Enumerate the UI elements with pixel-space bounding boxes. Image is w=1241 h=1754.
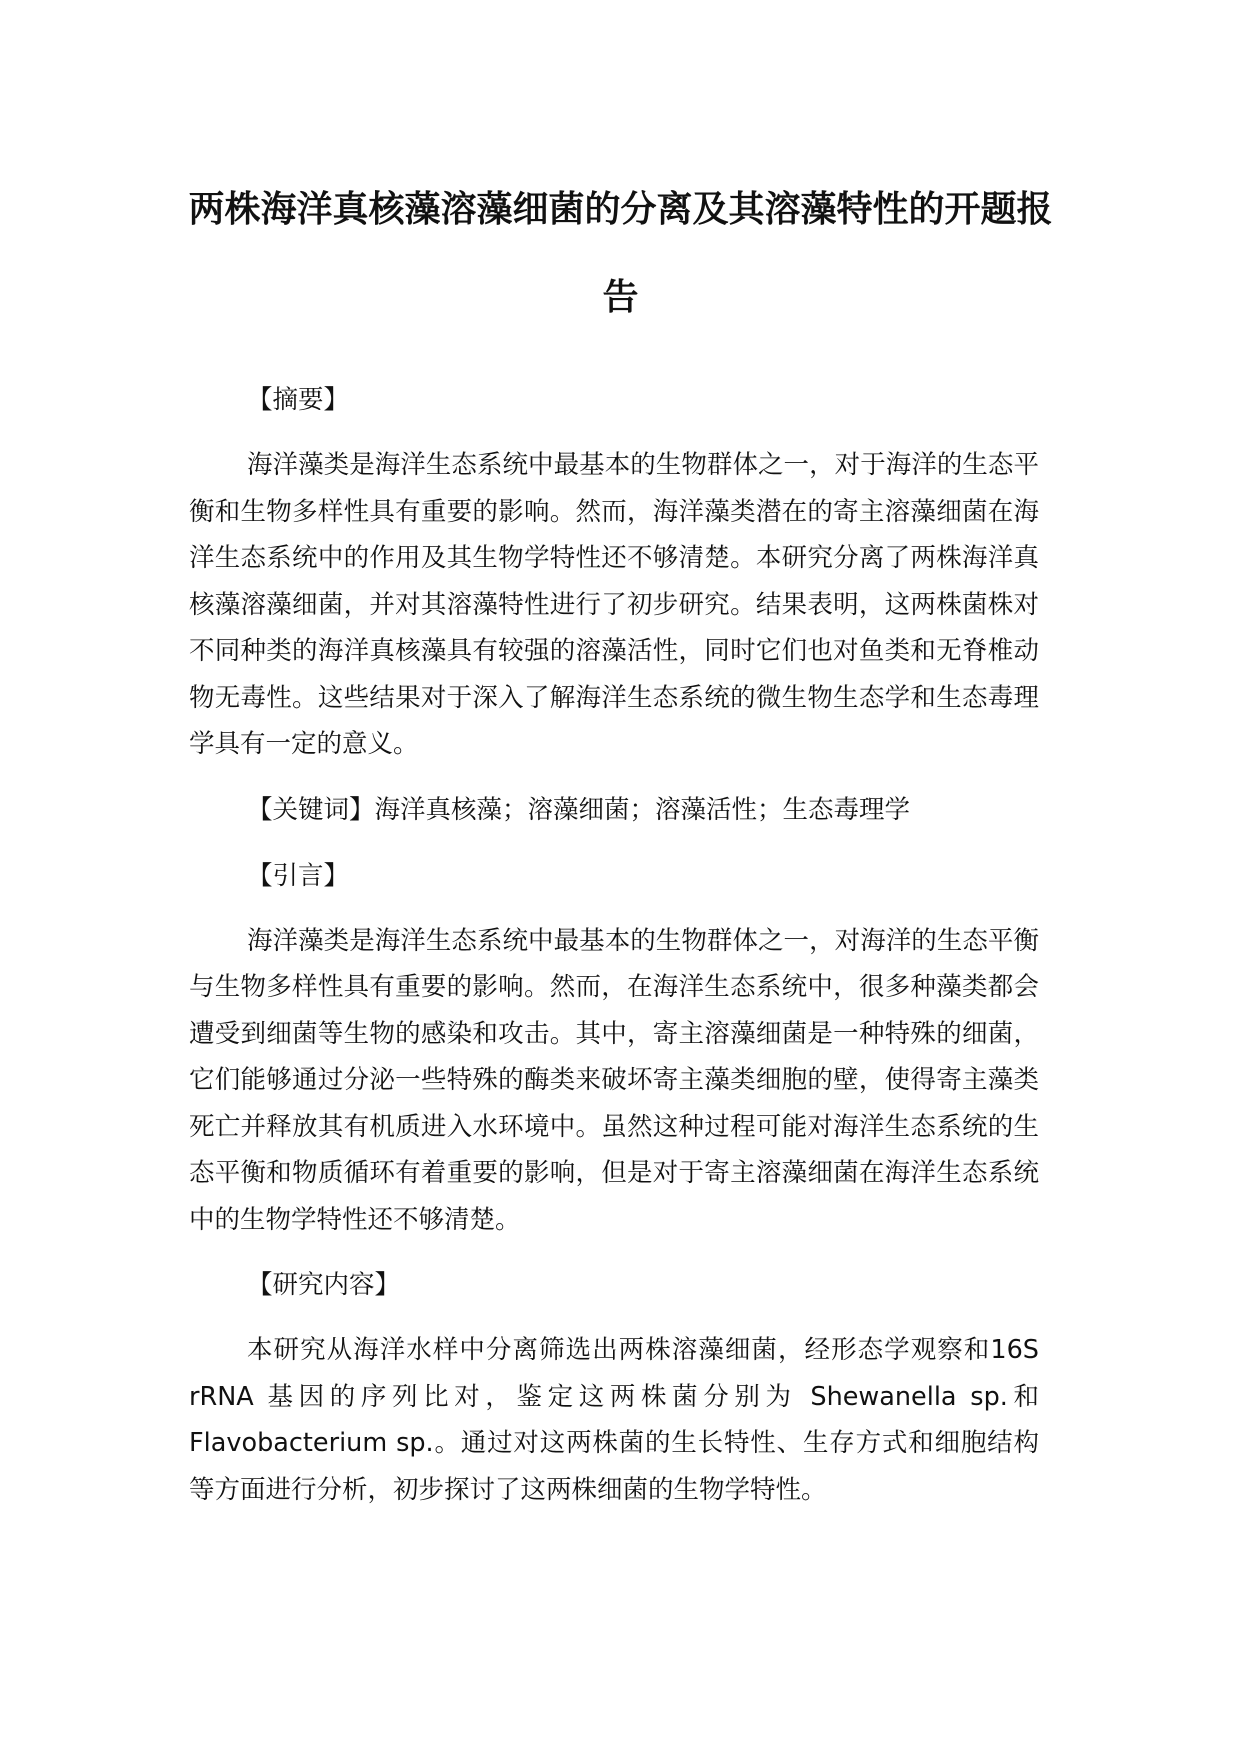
abstract-heading: 【摘要】	[247, 385, 350, 415]
document-title: 两株海洋真核藻溶藻细菌的分离及其溶藻特性的开题报告	[188, 189, 1053, 318]
intro-heading: 【引言】	[247, 860, 350, 891]
abstract-paragraph: 海洋藻类是海洋生态系统中最基本的生物群体之一，对于海洋的生态平衡和生物多样性具有重要的影响。然而，海洋藻类潜在的寄主溶藻细菌在海洋生态系统中的作用及其生物学特性还不够清楚。本研究分离了两株海洋真核藻溶藻细菌，并对其溶藻特性进行了初步研究。结果表明，这两株菌株对不同种类的海洋真核藻具有较强的溶藻活性，同时它们也对鱼类和无脊椎动物无毒性。这些结果对于深入了解海洋生态系统的微生物生态学和生态毒理学具有一定的意义。	[189, 450, 1039, 759]
keywords-line: 【关键词】海洋真核藻；溶藻细菌；溶藻活性；生态毒理学	[247, 794, 911, 825]
document-body	[189, 376, 1039, 1513]
research-heading: 【研究内容】	[247, 1270, 401, 1300]
research-paragraph: 本研究从海洋水样中分离筛选出两株溶藻细菌，经形态学观察和16S rRNA 基因的序列比对，鉴定这两株菌分别为 Shewanella sp.和Flavobacterium sp.。通过对这两株菌的生长特性、生存方式和细胞结构等方面进行分析，初步探讨了这两株细菌的生物学特性。	[189, 1335, 1039, 1505]
intro-paragraph: 海洋藻类是海洋生态系统中最基本的生物群体之一，对海洋的生态平衡与生物多样性具有重要的影响。然而，在海洋生态系统中，很多种藻类都会遭受到细菌等生物的感染和攻击。其中，寄主溶藻细菌是一种特殊的细菌，它们能够通过分泌一些特殊的酶类来破坏寄主藻类细胞的壁，使得寄主藻类死亡并释放其有机质进入水环境中。虽然这种过程可能对海洋生态系统的生态平衡和物质循环有着重要的影响，但是对于寄主溶藻细菌在海洋生态系统中的生物学特性还不够清楚。	[189, 925, 1039, 1235]
